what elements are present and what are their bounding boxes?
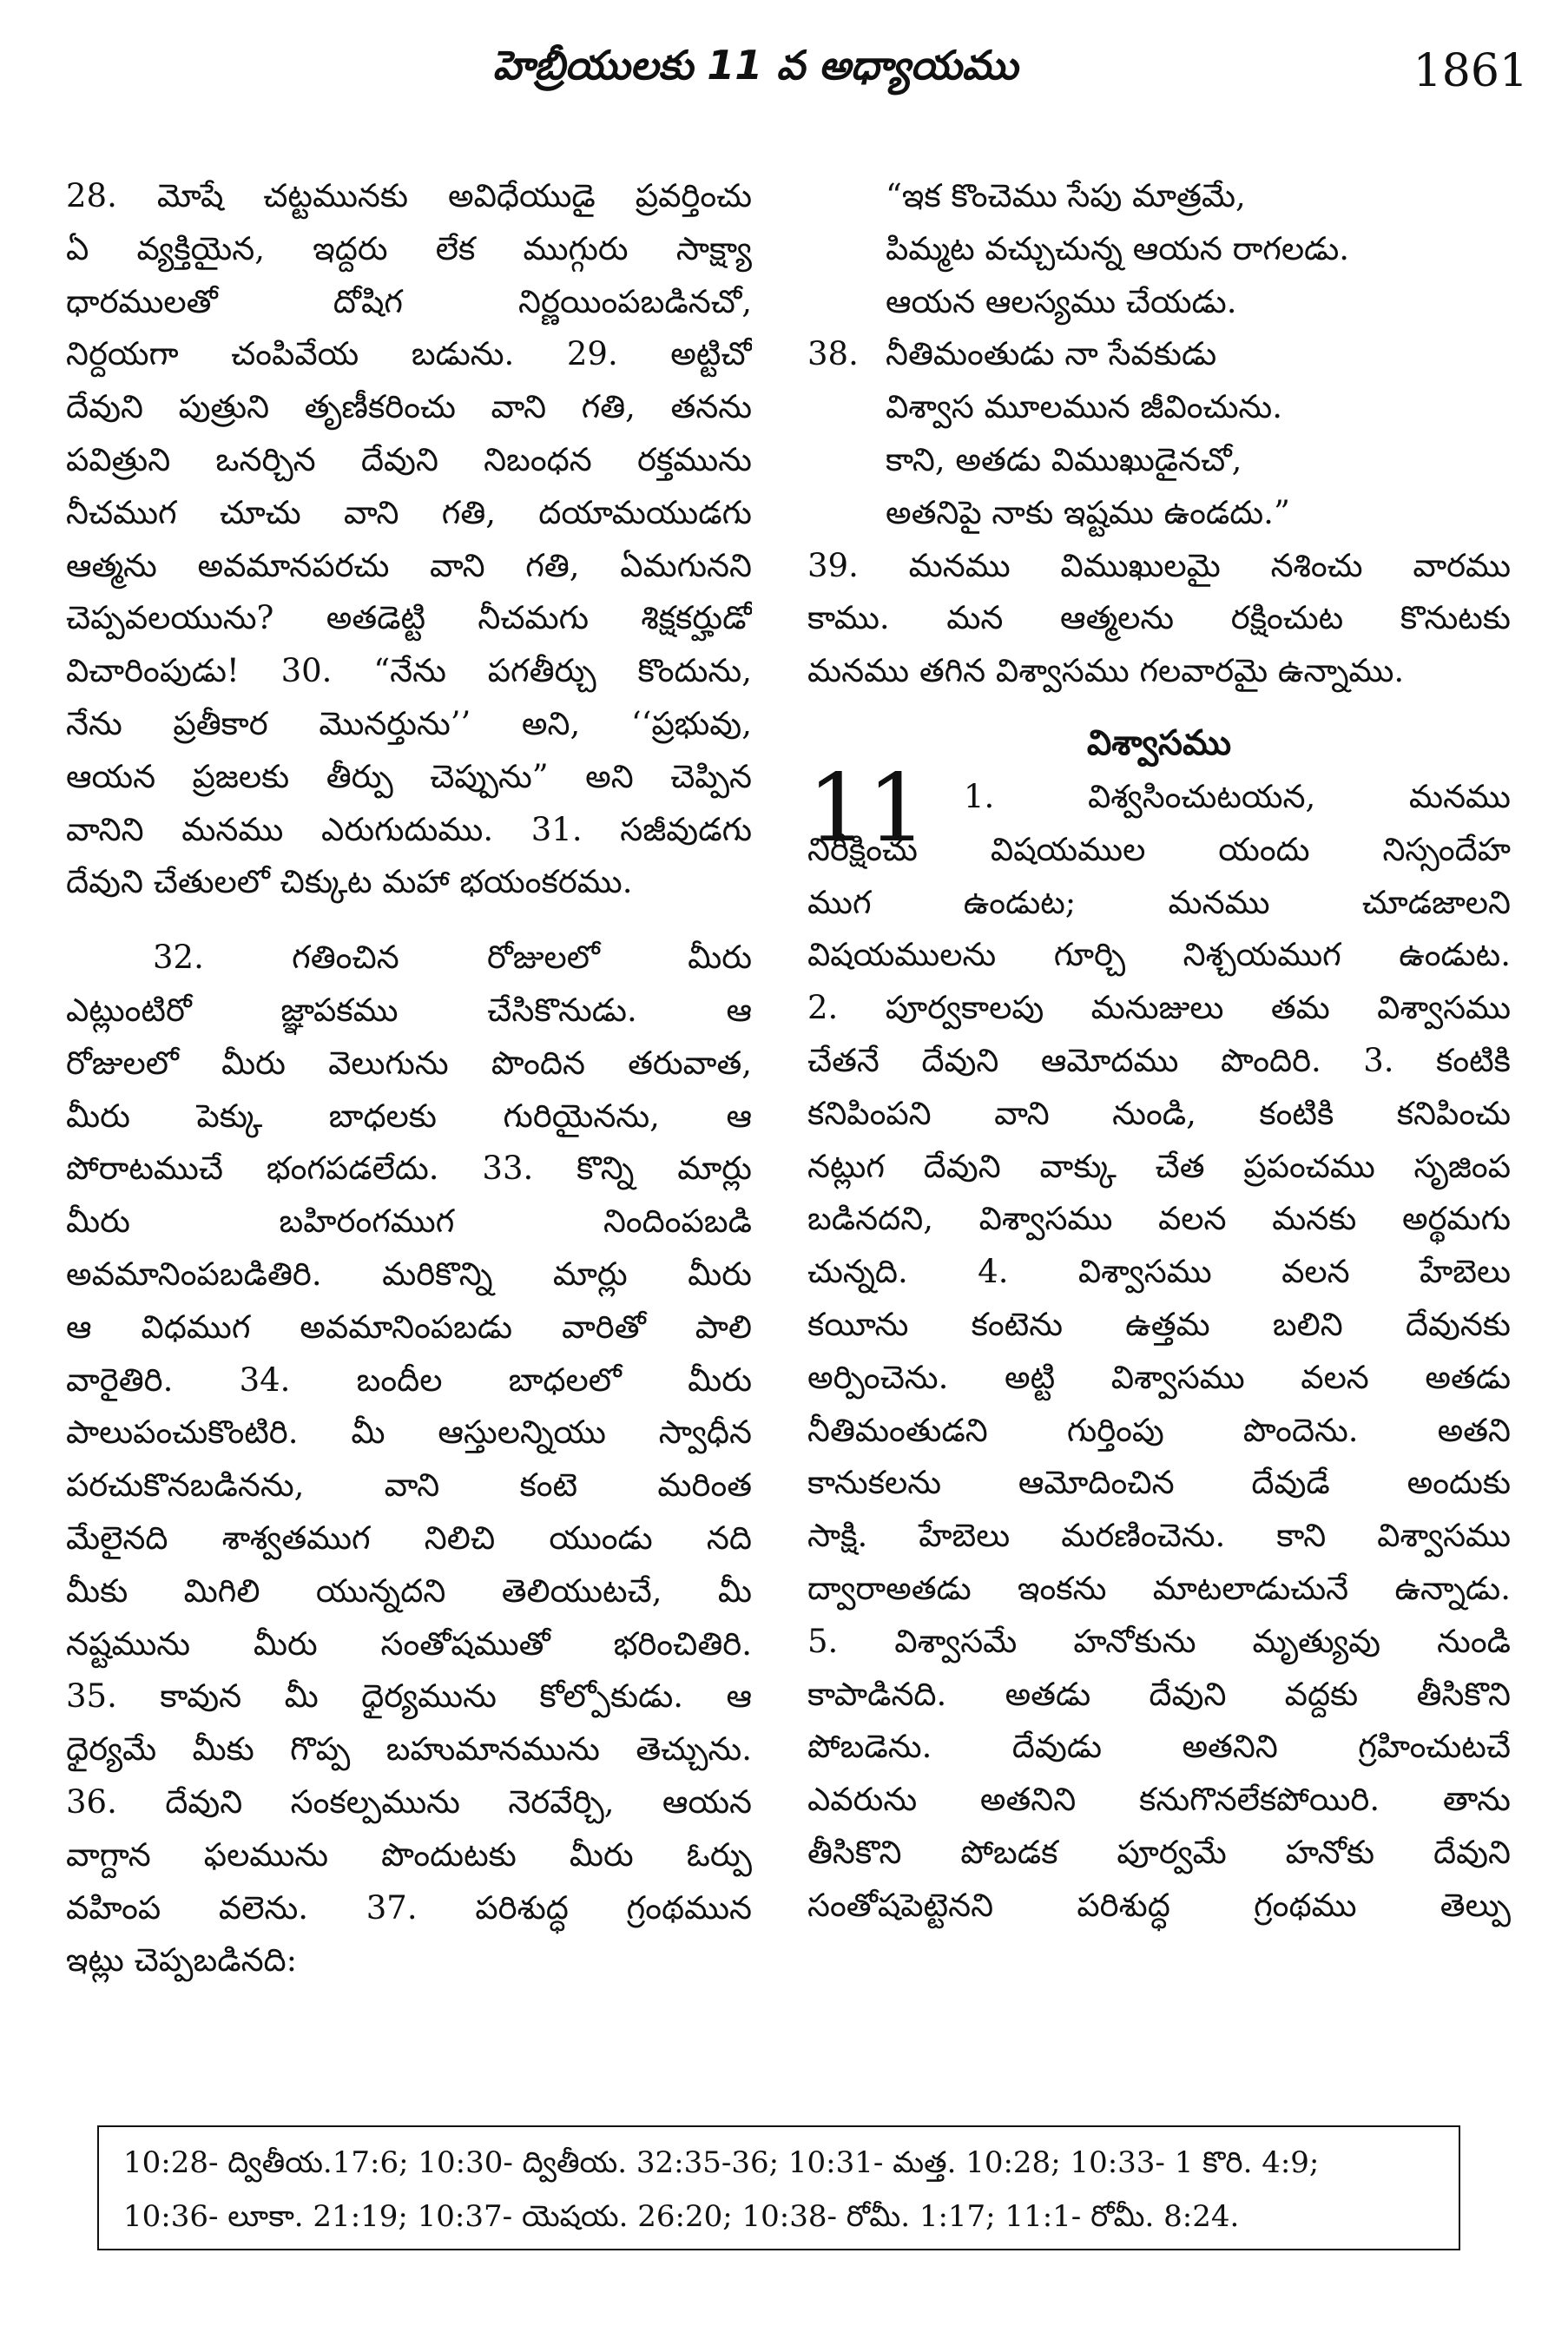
text-line: సాక్షి. హేబెలు మరణించెను. కాని విశ్వాసము [807,1517,1511,1555]
cross-reference-line: 10:28- ద్వితీయ.17:6; 10:30- ద్వితీయ. 32:35-36; 10:31- మత్త. 10:28; 10:33- 1 కొరి. 4:9; [123,2145,1320,2180]
quote-line: అతనిపై నాకు ఇష్టము ఉండదు.” [886,493,1290,531]
text-line: విచారింపుడు! 30. “నేను పగతీర్చు కొందును, [66,652,752,690]
text-line: మీరు పెక్కు బాధలకు గురియైనను, ఆ [66,1097,752,1135]
text-line: నీతిమంతుడని గుర్తింపు పొందెను. అతని [807,1411,1511,1449]
text-line: ముగ ఉండుట; మనము చూడజాలని [807,883,1511,921]
quote-line [807,328,1511,381]
cross-reference-box [97,2125,1460,2250]
text-line: కాపాడినది. అతడు దేవుని వద్దకు తీసికొని [807,1675,1511,1713]
text-line: పవిత్రుని ఒనర్చిన దేవుని నిబంధన రక్తమును [66,440,752,478]
text-line: ద్వారాఅతడు ఇంకను మాటలాడుచునే ఉన్నాడు. [807,1569,1511,1607]
chapter-opening [807,754,1511,982]
text-line: వహింప వలెను. 37. పరిశుద్ధ గ్రంథమున [66,1888,752,1927]
quote-line: “ఇక కొంచెము సేపు మాత్రమే, [886,177,1246,214]
text-line: చున్నది. 4. విశ్వాసము వలన హేబెలు [807,1253,1511,1291]
quote-line: పిమ్మట వచ్చుచున్న ఆయన రాగలడు. [886,229,1350,267]
text-line: దేవుని చేతులలో చిక్కుట మహా భయంకరము. [66,863,633,901]
text-line: రోజులలో మీరు వెలుగును పొందిన తరువాత, [66,1044,752,1082]
text-line: పోరాటముచే భంగపడలేదు. 33. కొన్ని మార్లు [66,1150,752,1188]
right-column [807,170,1511,1933]
text-line: నేను ప్రతీకార మొనర్తును’’ అని, ‘‘ప్రభువు, [66,704,752,742]
text-line: సంతోషపెట్టెనని పరిశుద్ధ గ్రంథము తెల్పు [807,1886,1511,1924]
text-line: 35. కావున మీ ధైర్యమును కోల్పోకుడు. ఆ [66,1677,752,1716]
text-line: నీచముగ చూచు వాని గతి, దయామయుడగు [66,493,752,531]
text-line: ఆ విధముగ అవమానింపబడు వారితో పాలి [66,1308,752,1346]
quote-line: కాని, అతడు విముఖుడైనచో, [886,440,1242,478]
cross-reference-line: 10:36- లూకా. 21:19; 10:37- యెషయ. 26:20; 10:38- రోమీ. 1:17; 11:1- రోమీ. 8:24. [123,2199,1240,2234]
text-line: ఎట్లుంటిరో జ్ఞాపకము చేసికొనుడు. ఆ [66,991,752,1029]
text-line: 1. విశ్వసించుటయన, మనము [964,777,1511,815]
text-line: పోబడెను. దేవుడు అతనిని గ్రహించుటచే [807,1728,1511,1766]
text-line: దేవుని పుత్రుని తృణీకరించు వాని గతి, తనను [66,388,752,426]
text-line: మీరు బహిరంగముగ నిందింపబడి [66,1202,752,1241]
text-line: నిర్దయగా చంపివేయ బడును. 29. అట్టిచో [66,335,752,373]
quote-line: విశ్వాస మూలమున జీవించును. [886,388,1282,426]
text-line: నట్లుగ దేవుని వాక్కు చేత ప్రపంచము సృజింప [807,1147,1511,1185]
text-line: పాలుపంచుకొంటిరి. మీ ఆస్తులన్నియు స్వాధీన [66,1413,752,1452]
text-line: ఆయన ప్రజలకు తీర్పు చెప్పును” అని చెప్పిన [66,757,752,795]
text-line: 32. గతించిన రోజులలో మీరు [153,939,752,977]
quote-line: ఆయన ఆలస్యము చేయడు. [886,282,1237,320]
text-line: మనము తగిన విశ్వాసము గలవారమై ఉన్నాము. [807,652,1405,690]
text-line: ఏ వ్యక్తియైన, ఇద్దరు లేక ముగ్గురు సాక్ష్యా [66,229,752,267]
quote-text: నీతిమంతుడు నా సేవకుడు [886,335,1217,373]
text-line: 28. మోషే చట్టమునకు అవిధేయుడై ప్రవర్తించు [66,177,752,214]
text-line: చేతనే దేవుని ఆమోదము పొందిరి. 3. కంటికి [807,1041,1511,1079]
text-line: ధారములతో దోషిగ నిర్ణయింపబడినచో, [66,282,752,320]
text-line: వారైతిరి. 34. బందీల బాధలలో మీరు [66,1360,752,1399]
text-line: మేలైనది శాశ్వతముగ నిలిచి యుండు నది [66,1519,752,1557]
text-line: కానుకలను ఆమోదించిన దేవుడే అందుకు [807,1464,1511,1502]
text-line: చెప్పవలయును? అతడెట్టి నీచమగు శిక్షకర్హుడో [66,599,752,637]
text-line: అర్పించెను. అట్టి విశ్వాసము వలన అతడు [807,1358,1511,1396]
text-line: నష్టమును మీరు సంతోషముతో భరించితిరి. [66,1624,752,1663]
text-line: 5. విశ్వాసమే హనోకును మృత్యువు నుండి [807,1622,1511,1660]
text-line: అవమానింపబడితిరి. మరికొన్ని మార్లు మీరు [66,1255,752,1293]
text-line: ఇట్లు చెప్పబడినది: [66,1941,298,1980]
text-line: నిరీక్షించు విషయముల యందు నిస్సందేహ [807,830,1511,868]
text-line: ఎవరును అతనిని కనుగొనలేకపోయిరి. తాను [807,1781,1511,1819]
text-line: వాగ్దాన ఫలమును పొందుటకు మీరు ఓర్పు [66,1835,752,1874]
text-line: వానిని మనము ఎరుగుదుము. 31. సజీవుడగు [66,810,752,848]
text-line: 2. పూర్వకాలపు మనుజులు తమ విశ్వాసము [807,989,1511,1027]
text-line: కనిపింపని వాని నుండి, కంటికి కనిపించు [807,1094,1511,1132]
text-line: తీసికొని పోబడక పూర్వమే హనోకు దేవుని [807,1833,1511,1871]
text-line: ధైర్యమే మీకు గొప్ప బహుమానమును తెచ్చును. [66,1730,752,1769]
text-line: కయీను కంటెను ఉత్తమ బలిని దేవునకు [807,1305,1511,1343]
chapter-number: 11 [807,754,927,863]
text-line: ఆత్మను అవమానపరచు వాని గతి, ఏమగునని [66,546,752,584]
text-line: విషయములను గూర్చి నిశ్చయముగ ఉండుట. [807,936,1511,974]
text-line: 39. మనము విముఖులమై నశించు వారము [807,546,1511,584]
text-line: 36. దేవుని సంకల్పమును నెరవేర్చి, ఆయన [66,1782,752,1821]
text-line: మీకు మిగిలి యున్నదని తెలియుటచే, మీ [66,1571,752,1610]
text-line: బడినదని, విశ్వాసము వలన మనకు అర్థమగు [807,1200,1511,1238]
text-line: కాము. మన ఆత్మలను రక్షించుట కొనుటకు [807,599,1511,637]
left-column [66,170,752,1987]
section-heading: విశ్వాసము [1086,722,1232,763]
page-number: 1861 [1413,45,1528,97]
text-line: పరచుకొనబడినను, వాని కంటె మరింత [66,1466,752,1505]
verse-number: 38. [807,335,859,373]
chapter-title: హెబ్రీయులకు 11 వ అధ్యాయము [492,42,1018,89]
